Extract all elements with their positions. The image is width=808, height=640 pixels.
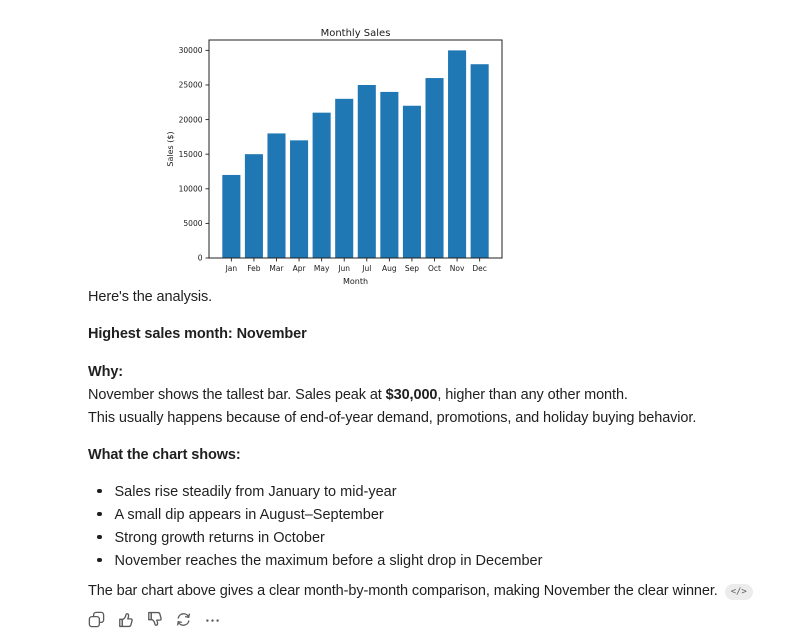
- thumbs-up-button[interactable]: [115, 609, 135, 629]
- svg-text:0: 0: [197, 253, 203, 263]
- why-line-2: This usually happens because of end-of-year demand, promotions, and holiday buying behavior.: [88, 410, 697, 426]
- svg-text:Jun: Jun: [338, 264, 351, 273]
- svg-text:15000: 15000: [178, 149, 203, 159]
- peak-value-bold: $30,000: [385, 387, 438, 403]
- bullet-icon: [97, 535, 102, 540]
- svg-text:10000: 10000: [178, 184, 203, 194]
- svg-text:25000: 25000: [178, 80, 203, 90]
- copy-button[interactable]: [86, 609, 106, 629]
- thumbs-down-icon: [146, 611, 163, 628]
- thumbs-down-button[interactable]: [144, 609, 164, 629]
- why-line-1-post: , higher than any other month.: [437, 387, 628, 403]
- why-heading: Why:: [88, 364, 124, 380]
- list-item: [97, 506, 384, 524]
- more-options-button[interactable]: [202, 609, 222, 629]
- monthly-sales-chart: [163, 8, 523, 288]
- conclusion-text: [88, 582, 753, 600]
- svg-text:Feb: Feb: [247, 264, 261, 273]
- svg-text:Jan: Jan: [225, 264, 238, 273]
- list-item-text: Sales rise steadily from January to mid-year: [114, 484, 397, 500]
- svg-text:Monthly Sales: Monthly Sales: [320, 28, 391, 39]
- svg-text:Mar: Mar: [269, 264, 284, 273]
- why-line-1-pre: November shows the tallest bar. Sales peak at: [88, 387, 386, 403]
- svg-text:Dec: Dec: [472, 264, 487, 273]
- bullet-icon: [97, 512, 102, 517]
- list-item-text: A small dip appears in August–September: [114, 507, 384, 523]
- more-options-icon: [204, 611, 221, 628]
- thumbs-up-icon: [117, 611, 134, 628]
- code-reference-chip[interactable]: [725, 584, 753, 600]
- svg-text:Sep: Sep: [404, 264, 420, 273]
- conclusion-sentence: The bar chart above gives a clear month-by-month comparison, making November the clear winner.: [88, 583, 718, 599]
- copy-icon: [88, 611, 105, 628]
- svg-text:Nov: Nov: [449, 264, 465, 273]
- svg-text:Sales ($): Sales ($): [166, 131, 175, 167]
- regenerate-button[interactable]: [173, 609, 193, 629]
- why-line-1: [88, 386, 628, 404]
- svg-text:Month: Month: [342, 277, 369, 286]
- bullet-icon: [97, 489, 102, 494]
- svg-text:May: May: [313, 264, 330, 273]
- shows-heading: What the chart shows:: [88, 447, 241, 463]
- list-item-text: Strong growth returns in October: [114, 530, 325, 546]
- code-icon: </>: [730, 587, 747, 597]
- message-actions-toolbar: [86, 609, 222, 629]
- intro-text: Here's the analysis.: [88, 289, 213, 305]
- svg-text:5000: 5000: [183, 219, 203, 229]
- regenerate-icon: [175, 611, 192, 628]
- bullet-icon: [97, 558, 102, 563]
- svg-text:Oct: Oct: [428, 264, 441, 273]
- svg-text:Apr: Apr: [292, 264, 306, 273]
- svg-text:20000: 20000: [178, 115, 203, 125]
- svg-text:30000: 30000: [178, 46, 203, 56]
- svg-text:Jul: Jul: [362, 264, 372, 273]
- list-item: [97, 529, 325, 547]
- list-item: [97, 483, 397, 501]
- list-item: [97, 552, 542, 570]
- list-item-text: November reaches the maximum before a slight drop in December: [114, 553, 543, 569]
- bar-chart-svg: [163, 8, 523, 288]
- highest-month-heading: Highest sales month: November: [88, 326, 307, 342]
- svg-text:Aug: Aug: [382, 264, 397, 273]
